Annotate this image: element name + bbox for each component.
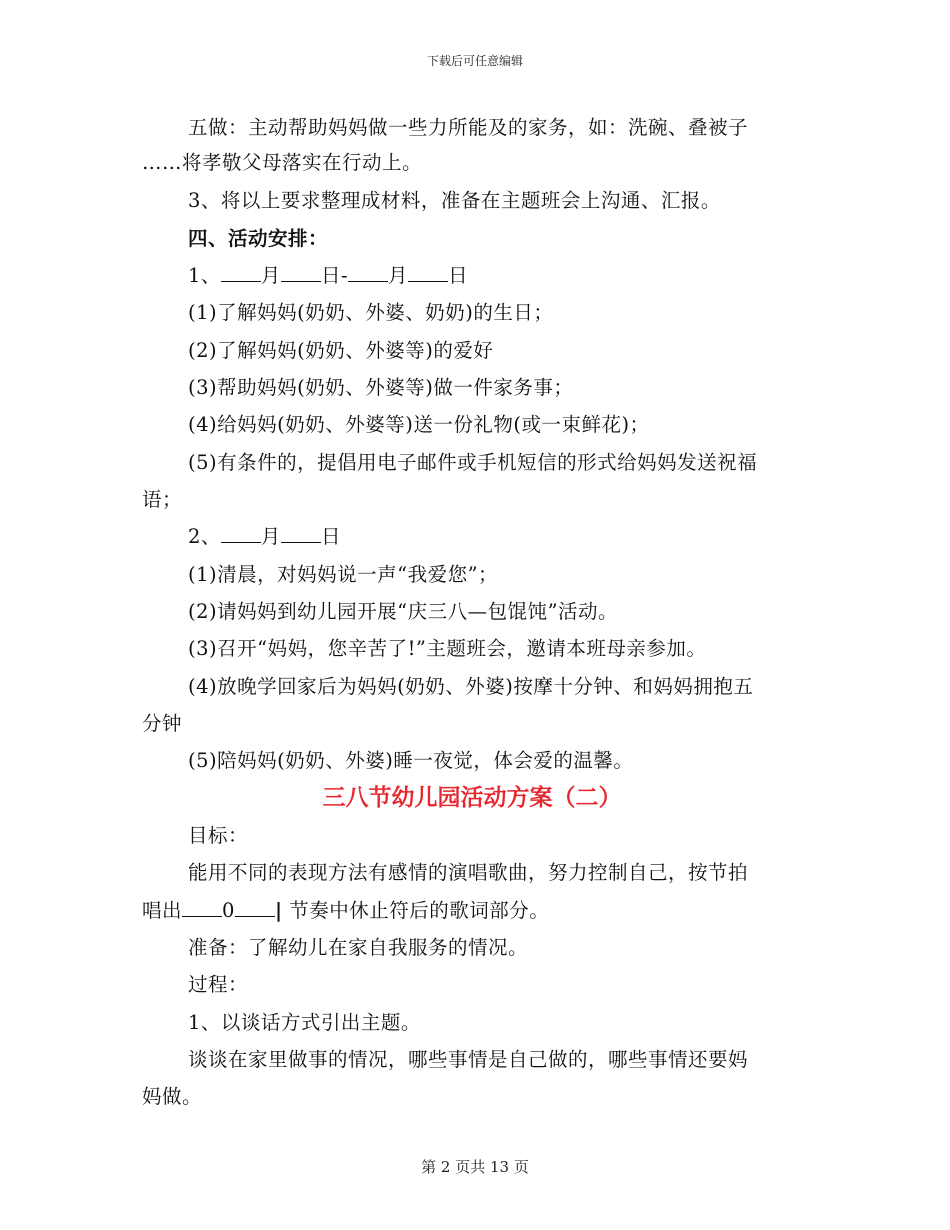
bar-line: |: [274, 899, 283, 922]
blank-field: [348, 263, 388, 282]
blank-field: [221, 263, 261, 282]
rest-symbol: 0: [222, 899, 235, 922]
month-label: 月: [260, 264, 281, 287]
blank-field: [281, 524, 321, 543]
paragraph-line: ……将孝敬父母落实在行动上。: [142, 151, 423, 174]
list-item: (3)召开“妈妈，您辛苦了!”主题班会，邀请本班母亲参加。: [188, 637, 707, 660]
blank-field: [235, 898, 275, 917]
month-label: 月: [388, 264, 409, 287]
paragraph-line: 谈谈在家里做事的情况，哪些事情是自己做的，哪些事情还要妈: [188, 1048, 749, 1071]
date-prefix: 1、: [188, 264, 221, 287]
goal-label: 目标：: [188, 824, 249, 847]
list-item-continuation: 语；: [142, 488, 183, 511]
paragraph-line: 能用不同的表现方法有感情的演唱歌曲，努力控制自己，按节拍: [188, 861, 749, 884]
dash: -: [340, 264, 349, 287]
list-item: (4)放晚学回家后为妈妈(奶奶、外婆)按摩十分钟、和妈妈拥抱五: [188, 675, 754, 698]
day-label: 日: [448, 264, 469, 287]
section-heading: 四、活动安排：: [188, 227, 329, 250]
list-item: (1)清晨，对妈妈说一声“我爱您”；: [188, 563, 499, 586]
paragraph-line: 五做：主动帮助妈妈做一些力所能及的家务，如：洗碗、叠被子: [188, 116, 749, 139]
list-item: (5)有条件的，提倡用电子邮件或手机短信的形式给妈妈发送祝福: [188, 451, 758, 474]
page-header: 下载后可任意编辑: [426, 54, 523, 68]
process-label: 过程：: [188, 973, 249, 996]
blank-field: [221, 524, 261, 543]
list-item: (2)了解妈妈(奶奶、外婆等)的爱好: [188, 339, 494, 362]
blank-field: [182, 898, 222, 917]
month-label: 月: [260, 525, 281, 548]
page-footer: 第 2 页共 13 页: [421, 1158, 529, 1176]
day-label: 日: [320, 525, 341, 548]
paragraph-line: 妈做。: [142, 1085, 203, 1108]
list-item: (1)了解妈妈(奶奶、外婆、奶奶)的生日；: [188, 301, 554, 324]
list-item: (4)给妈妈(奶奶、外婆等)送一份礼物(或一束鲜花)；: [188, 413, 650, 436]
list-item-continuation: 分钟: [142, 712, 183, 735]
date-line: [188, 523, 341, 551]
date-prefix: 2、: [188, 525, 221, 548]
blank-field: [408, 263, 448, 282]
section-title: 三八节幼儿园活动方案（二）: [322, 784, 622, 811]
day-label: 日: [320, 264, 341, 287]
preparation-line: 准备：了解幼儿在家自我服务的情况。: [188, 936, 529, 959]
rhythm-prefix: 唱出: [142, 899, 183, 922]
paragraph-line: 3、将以上要求整理成材料，准备在主题班会上沟通、汇报。: [188, 189, 721, 212]
rhythm-suffix: 节奏中休止符后的歌词部分。: [282, 899, 550, 922]
date-range-line: [188, 262, 468, 290]
process-step: 1、以谈话方式引出主题。: [188, 1011, 421, 1034]
list-item: (2)请妈妈到幼儿园开展“庆三八—包馄饨”活动。: [188, 600, 619, 623]
list-item: (3)帮助妈妈(奶奶、外婆等)做一件家务事；: [188, 376, 574, 399]
rhythm-line: [142, 897, 549, 925]
list-item: (5)陪妈妈(奶奶、外婆)睡一夜觉，体会爱的温馨。: [188, 749, 634, 772]
blank-field: [281, 263, 321, 282]
